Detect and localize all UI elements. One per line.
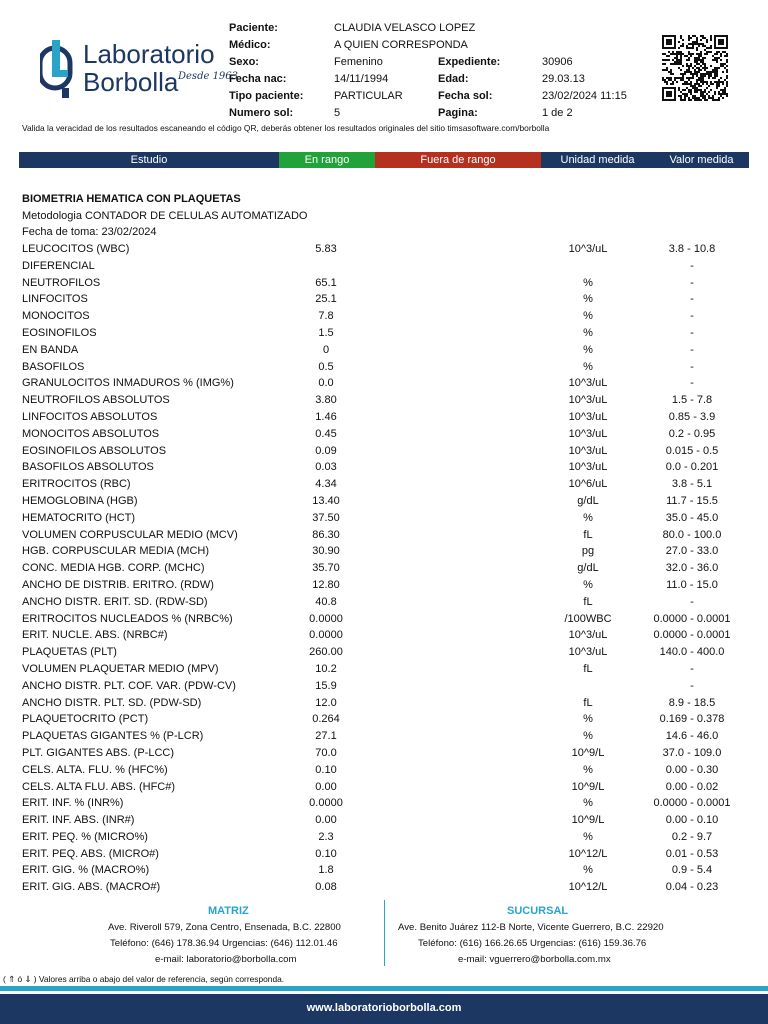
row-study-name: HGB. CORPUSCULAR MEDIA (MCH) [22,545,210,558]
row-study-name: PLAQUETOCRITO (PCT) [22,713,149,726]
row-unit: % [583,276,593,289]
row-study-name: LINFOCITOS ABSOLUTOS [22,410,158,423]
row-study-name: ERITROCITOS (RBC) [22,478,131,491]
row-result-value: 12.0 [315,696,337,709]
row-unit: % [583,310,593,323]
row-result-value: 30.90 [312,545,340,558]
row-result-value: 1.5 [318,326,334,339]
row-result-value: 0.00 [315,814,337,827]
row-reference-range: - [690,276,694,289]
row-unit: % [583,797,593,810]
row-unit: % [583,830,593,843]
patient-value: Femenino [334,56,383,68]
row-study-name: ANCHO DISTR. PLT. COF. VAR. (PDW-CV) [22,679,236,692]
patient-label: Sexo: [229,56,259,68]
row-reference-range: 0.015 - 0.5 [665,444,719,457]
row-unit: 10^3/uL [568,410,608,423]
row-result-value: 10.2 [315,662,337,675]
row-reference-range: - [690,360,694,373]
row-study-name: ERIT. INF. % (INR%) [22,797,124,810]
row-reference-range: 0.2 - 9.7 [671,830,713,843]
row-result-value: 5.83 [315,243,337,255]
table-row [0,846,768,863]
table-row [0,795,768,812]
row-result-value: 2.3 [318,830,334,843]
row-study-name: CELS. ALTA. FLU. % (HFC%) [22,763,168,776]
table-row [0,325,768,342]
table-row [0,829,768,846]
sucursal-email[interactable]: e-mail: vguerrero@borbolla.com.mx [458,954,611,965]
row-reference-range: 11.0 - 15.0 [666,578,718,591]
row-study-name: VOLUMEN PLAQUETAR MEDIO (MPV) [22,662,219,675]
patient-value: 1 de 2 [542,107,573,119]
table-row [0,493,768,510]
row-study-name: PLAQUETAS GIGANTES % (P-LCR) [22,730,204,743]
row-result-value: 0.0000 [309,612,343,625]
row-unit: % [583,293,593,306]
table-row [0,879,768,896]
brand-signature: Desde 1963 [178,71,239,82]
table-row [0,644,768,661]
table-row [0,476,768,493]
table-row [0,342,768,359]
row-result-value: 70.0 [315,746,337,759]
table-row [0,375,768,392]
row-reference-range: 0.9 - 5.4 [671,864,713,877]
header-fuera-rango: Fuera de rango [375,152,541,168]
row-reference-range: - [690,293,694,306]
footer-accent-band [0,986,768,991]
row-study-name: ERIT. PEQ. % (MICRO%) [22,830,148,843]
row-result-value: 27.1 [315,730,337,743]
row-study-name: MONOCITOS ABSOLUTOS [22,427,160,440]
table-row [0,779,768,796]
sucursal-title: SUCURSAL [507,905,569,917]
table-row [0,443,768,460]
row-unit: g/dL [577,494,599,507]
row-reference-range: - [690,595,694,608]
row-reference-range: 0.01 - 0.53 [665,847,719,860]
sucursal-phone: Teléfono: (616) 166.26.65 Urgencias: (616) 159.36.76 [418,938,647,949]
row-unit: 10^9/L [571,746,605,759]
row-unit: 10^12/L [568,881,608,894]
row-result-value: 3.80 [315,394,337,407]
section-title: BIOMETRIA HEMATICA CON PLAQUETAS [22,193,241,205]
row-reference-range: - [690,259,694,272]
row-unit: % [583,578,593,591]
table-row [0,275,768,292]
patient-label: Fecha nac: [229,73,287,85]
table-row [0,812,768,829]
row-result-value: 0.5 [318,360,334,373]
patient-value: A QUIEN CORRESPONDA [334,39,468,51]
patient-value: PARTICULAR [334,90,403,102]
section-methodology: Metodologia CONTADOR DE CELULAS AUTOMATIZADO [22,210,308,222]
row-result-value: 0.0000 [309,797,343,810]
row-result-value: 4.34 [315,478,337,491]
header-estudio: Estudio [19,152,279,168]
patient-label: Paciente: [229,22,278,34]
row-study-name: EOSINOFILOS ABSOLUTOS [22,444,167,457]
row-unit: fL [583,595,593,608]
row-result-value: 0.03 [315,461,337,474]
row-reference-range: 0.04 - 0.23 [665,881,719,894]
row-study-name: ANCHO DE DISTRIB. ERITRO. (RDW) [22,578,214,591]
table-row [0,560,768,577]
row-study-name: CELS. ALTA FLU. ABS. (HFC#) [22,780,176,793]
table-row [0,611,768,628]
matriz-email[interactable]: e-mail: laboratorio@borbolla.com [155,954,297,965]
row-unit: 10^3/uL [568,646,608,659]
row-reference-range: 8.9 - 18.5 [668,696,716,709]
table-row [0,577,768,594]
row-study-name: LEUCOCITOS (WBC) [22,243,130,255]
patient-value: 29.03.13 [542,73,585,85]
qr-code-icon [662,35,728,101]
table-row [0,527,768,544]
validation-note: Valida la veracidad de los resultados escaneando el código QR, deberás obtener los resultados originales del sitio timsasoftware.com/borbolla [22,123,550,133]
matriz-phone: Teléfono: (646) 178.36.94 Urgencias: (646) 112.01.46 [110,938,338,949]
row-study-name: MONOCITOS [22,310,90,323]
table-row [0,627,768,644]
row-result-value: 13.40 [312,494,340,507]
patient-label: Edad: [438,73,469,85]
row-result-value: 1.46 [315,410,337,423]
row-unit: 10^3/uL [568,394,608,407]
row-result-value: 25.1 [315,293,337,306]
row-result-value: 0.0 [318,377,334,390]
row-result-value: 0.10 [315,847,337,860]
table-row [0,543,768,560]
row-study-name: ERITROCITOS NUCLEADOS % (NRBC%) [22,612,233,625]
row-unit: 10^3/uL [568,444,608,457]
row-result-value: 0.08 [315,881,337,894]
row-unit: 10^9/L [571,780,605,793]
row-unit: 10^3/uL [568,461,608,474]
row-reference-range: 140.0 - 400.0 [659,646,725,659]
patient-label: Médico: [229,39,271,51]
row-unit: 10^3/uL [568,629,608,642]
laboratorio-logo-icon [40,40,74,98]
row-unit: fL [583,528,593,541]
patient-label: Expediente: [438,56,501,68]
row-reference-range: - [690,310,694,323]
row-result-value: 0.264 [312,713,340,726]
row-result-value: 1.8 [318,864,334,877]
table-row [0,594,768,611]
row-study-name: BASOFILOS ABSOLUTOS [22,461,154,474]
row-result-value: 260.00 [309,646,343,659]
row-result-value: 37.50 [312,511,340,524]
row-study-name: DIFERENCIAL [22,259,95,272]
row-study-name: ANCHO DISTR. ERIT. SD. (RDW-SD) [22,595,208,608]
table-row [0,711,768,728]
row-reference-range: - [690,679,694,692]
table-row [0,745,768,762]
row-unit: % [583,360,593,373]
row-reference-range: 0.0 - 0.201 [665,461,719,474]
row-unit: % [583,763,593,776]
table-row [0,359,768,376]
row-reference-range: 1.5 - 7.8 [671,394,713,407]
row-reference-range: - [690,343,694,356]
row-study-name: ANCHO DISTR. PLT. SD. (PDW-SD) [22,696,202,709]
row-reference-range: 35.0 - 45.0 [665,511,719,524]
row-study-name: LINFOCITOS [22,293,88,306]
brand-line-1: Laboratorio [83,39,215,69]
patient-value: 30906 [542,56,573,68]
row-reference-range: 3.8 - 10.8 [668,243,716,255]
brand-name [83,40,215,96]
row-reference-range: 32.0 - 36.0 [665,562,719,575]
footer-divider [384,900,385,966]
row-unit: % [583,343,593,356]
row-unit: % [583,511,593,524]
patient-label: Numero sol: [229,107,294,119]
row-study-name: GRANULOCITOS INMADUROS % (IMG%) [22,377,234,390]
row-unit: 10^12/L [568,847,608,860]
website-link[interactable]: www.laboratorioborbolla.com [306,1002,462,1014]
row-unit: 10^3/uL [568,377,608,390]
row-result-value: 15.9 [315,679,337,692]
row-unit: % [583,864,593,877]
section-sample-date: Fecha de toma: 23/02/2024 [22,226,157,238]
row-reference-range: - [690,326,694,339]
row-result-value: 7.8 [318,310,334,323]
sucursal-address: Ave. Benito Juárez 112-B Norte, Vicente Guerrero, B.C. 22920 [398,922,664,933]
row-result-value: 0.00 [315,780,337,793]
patient-value: CLAUDIA VELASCO LOPEZ [334,22,476,34]
row-study-name: EN BANDA [22,343,79,356]
row-reference-range: 0.00 - 0.10 [665,814,719,827]
row-reference-range: 0.85 - 3.9 [668,410,716,423]
row-unit: % [583,713,593,726]
row-reference-range: - [690,377,694,390]
row-reference-range: 0.0000 - 0.0001 [653,797,731,810]
reference-note: ( ⇑ ó ⇓ ) Valores arriba o abajo del valor de referencia, según corresponda. [3,974,285,984]
matriz-title: MATRIZ [208,905,249,917]
table-row [0,762,768,779]
table-row [0,308,768,325]
patient-label: Tipo paciente: [229,90,304,102]
row-reference-range: 0.0000 - 0.0001 [653,629,731,642]
row-study-name: PLAQUETAS (PLT) [22,646,117,659]
row-result-value: 0.0000 [309,629,343,642]
row-unit: 10^3/uL [568,243,608,255]
row-unit: pg [581,545,595,558]
patient-label: Fecha sol: [438,90,493,102]
row-unit: fL [583,696,593,709]
row-result-value: 40.8 [315,595,337,608]
table-row [0,291,768,308]
row-reference-range: - [690,662,694,675]
row-study-name: ERIT. GIG. ABS. (MACRO#) [22,881,161,894]
row-unit: 10^6/uL [568,478,608,491]
row-study-name: EOSINOFILOS [22,326,97,339]
table-row [0,426,768,443]
row-study-name: PLT. GIGANTES ABS. (P-LCC) [22,746,174,759]
results-table-body [0,241,768,896]
row-reference-range: 0.00 - 0.02 [665,780,719,793]
table-row [0,409,768,426]
row-result-value: 65.1 [315,276,337,289]
patient-value: 23/02/2024 11:15 [542,90,627,102]
table-row [0,510,768,527]
row-result-value: 0.09 [315,444,337,457]
row-reference-range: 80.0 - 100.0 [662,528,722,541]
row-study-name: HEMOGLOBINA (HGB) [22,494,138,507]
row-unit: fL [583,662,593,675]
row-study-name: ERIT. NUCLE. ABS. (NRBC#) [22,629,168,642]
row-reference-range: 27.0 - 33.0 [665,545,719,558]
row-reference-range: 0.169 - 0.378 [659,713,725,726]
table-row [0,241,768,258]
row-unit: g/dL [577,562,599,575]
row-study-name: HEMATOCRITO (HCT) [22,511,136,524]
row-unit: /100WBC [564,612,612,625]
row-unit: % [583,730,593,743]
row-reference-range: 0.00 - 0.30 [665,763,719,776]
table-row [0,728,768,745]
row-unit: 10^9/L [571,814,605,827]
table-row [0,862,768,879]
row-reference-range: 0.2 - 0.95 [668,427,716,440]
patient-label: Pagina: [438,107,478,119]
brand-line-2: Borbolla [83,67,179,97]
results-table-header [19,152,749,168]
row-reference-range: 0.0000 - 0.0001 [653,612,731,625]
row-study-name: ERIT. GIG. % (MACRO%) [22,864,150,877]
row-reference-range: 37.0 - 109.0 [662,746,722,759]
header-en-rango: En rango [279,152,375,168]
row-study-name: ERIT. PEQ. ABS. (MICRO#) [22,847,159,860]
matriz-address: Ave. Riveroll 579, Zona Centro, Ensenada, B.C. 22800 [108,922,341,933]
row-result-value: 12.80 [312,578,340,591]
row-study-name: NEUTROFILOS ABSOLUTOS [22,394,170,407]
row-study-name: BASOFILOS [22,360,85,373]
table-row [0,695,768,712]
row-study-name: CONC. MEDIA HGB. CORP. (MCHC) [22,562,205,575]
row-reference-range: 3.8 - 5.1 [671,478,713,491]
row-study-name: NEUTROFILOS [22,276,101,289]
header-valor: Valor medida [654,152,749,168]
row-result-value: 86.30 [312,528,340,541]
row-study-name: ERIT. INF. ABS. (INR#) [22,814,135,827]
row-reference-range: 14.6 - 46.0 [665,730,719,743]
patient-value: 5 [334,107,341,119]
row-result-value: 35.70 [312,562,340,575]
row-unit: 10^3/uL [568,427,608,440]
header-unidad: Unidad medida [541,152,654,168]
row-result-value: 0 [322,343,330,356]
row-result-value: 0.45 [315,427,337,440]
table-row [0,258,768,275]
table-row [0,661,768,678]
row-reference-range: 11.7 - 15.5 [666,494,718,507]
table-row [0,459,768,476]
row-study-name: VOLUMEN CORPUSCULAR MEDIO (MCV) [22,528,238,541]
table-row [0,392,768,409]
row-result-value: 0.10 [315,763,337,776]
table-row [0,678,768,695]
patient-value: 14/11/1994 [334,73,389,85]
row-unit: % [583,326,593,339]
